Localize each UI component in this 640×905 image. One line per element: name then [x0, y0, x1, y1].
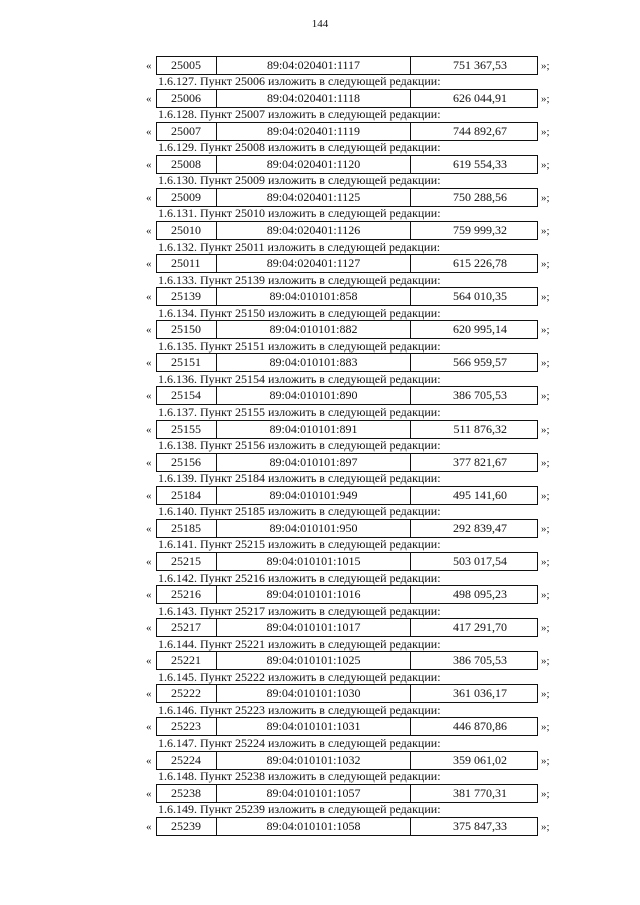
- row-table: [156, 386, 538, 405]
- close-quote: »;: [541, 258, 550, 270]
- cell-cadastral: 89:04:010101:1032: [217, 752, 411, 769]
- open-quote: «: [146, 622, 152, 635]
- cell-cadastral: 89:04:010101:1030: [217, 685, 411, 702]
- table-row: [0, 751, 640, 770]
- cell-cadastral: 89:04:020401:1127: [217, 255, 411, 272]
- cell-cadastral: 89:04:020401:1119: [217, 123, 411, 140]
- open-quote: «: [146, 787, 152, 800]
- amendment-heading: 1.6.149. Пункт 25239 изложить в следующей редакции:: [158, 802, 441, 817]
- cell-id: 25216: [157, 586, 217, 603]
- row-table: [156, 320, 538, 339]
- cell-value: 503 017,54: [453, 553, 507, 568]
- cell-value: 359 061,02: [453, 752, 507, 767]
- cell-id: 25238: [157, 785, 217, 802]
- open-quote: «: [146, 655, 152, 668]
- close-quote: »;: [541, 191, 550, 204]
- amendment-heading: 1.6.132. Пункт 25011 изложить в следующей редакции:: [158, 239, 441, 254]
- table-row: [0, 420, 640, 439]
- close-quote: »;: [541, 787, 550, 800]
- cell-id: 25006: [157, 90, 217, 107]
- open-quote: «: [146, 820, 152, 833]
- cell-id: 25008: [157, 156, 217, 173]
- cell-id: 25156: [157, 454, 217, 471]
- cell-id: 25184: [157, 487, 217, 504]
- cell-id: 25239: [157, 818, 217, 835]
- cell-id: 25223: [157, 718, 217, 735]
- close-quote: »;: [541, 158, 550, 171]
- cell-value: 292 839,47: [453, 520, 507, 535]
- close-quote: »;: [541, 555, 550, 568]
- row-table: [156, 353, 538, 372]
- open-quote: «: [146, 258, 152, 270]
- cell-value: 417 291,70: [453, 620, 507, 635]
- cell-id: 25010: [157, 222, 217, 239]
- cell-cadastral: 89:04:020401:1117: [217, 57, 411, 74]
- row-table: [156, 552, 538, 571]
- amendment-heading: 1.6.141. Пункт 25215 изложить в следующей редакции:: [158, 537, 441, 552]
- amendment-heading: 1.6.143. Пункт 25217 изложить в следующей редакции:: [158, 603, 441, 618]
- row-table: [156, 453, 538, 472]
- open-quote: «: [146, 158, 152, 171]
- cell-value: 446 870,86: [453, 719, 507, 734]
- cell-cadastral: 89:04:010101:1016: [217, 586, 411, 603]
- cell-value: 751 367,53: [453, 58, 507, 72]
- close-quote: »;: [541, 357, 550, 370]
- row-table: [156, 684, 538, 703]
- cell-cadastral: 89:04:020401:1118: [217, 90, 411, 107]
- row-table: [156, 751, 538, 770]
- close-quote: »;: [541, 324, 550, 337]
- table-row: [0, 56, 640, 75]
- cell-value: 564 010,35: [453, 289, 507, 304]
- open-quote: «: [146, 191, 152, 204]
- table-row: [0, 122, 640, 141]
- cell-cadastral: 89:04:010101:897: [217, 454, 411, 471]
- close-quote: »;: [541, 291, 550, 304]
- row-table: [156, 254, 538, 273]
- amendment-heading: 1.6.140. Пункт 25185 изложить в следующей редакции:: [158, 504, 441, 519]
- table-row: [0, 684, 640, 703]
- row-table: [156, 585, 538, 604]
- amendment-heading: 1.6.147. Пункт 25224 изложить в следующей редакции:: [158, 736, 441, 750]
- amendment-heading: 1.6.134. Пункт 25150 изложить в следующей редакции:: [158, 305, 441, 320]
- cell-cadastral: 89:04:010101:1017: [217, 619, 411, 636]
- close-quote: »;: [541, 721, 550, 734]
- cell-value: 361 036,17: [453, 686, 507, 701]
- close-quote: »;: [541, 522, 550, 535]
- table-row: [0, 618, 640, 637]
- row-table: [156, 155, 538, 174]
- cell-value: 495 141,60: [453, 487, 507, 502]
- row-table: [156, 287, 538, 306]
- cell-value: 386 705,53: [453, 388, 507, 403]
- open-quote: «: [146, 224, 152, 237]
- cell-cadastral: 89:04:010101:858: [217, 288, 411, 305]
- table-row: [0, 188, 640, 207]
- table-row: [0, 486, 640, 505]
- cell-cadastral: 89:04:010101:950: [217, 520, 411, 537]
- amendment-heading: 1.6.137. Пункт 25155 изложить в следующей редакции:: [158, 405, 441, 419]
- cell-cadastral: 89:04:010101:882: [217, 321, 411, 338]
- cell-value: 615 226,78: [453, 256, 507, 270]
- cell-id: 25151: [157, 354, 217, 371]
- close-quote: »;: [541, 655, 550, 668]
- close-quote: »;: [541, 589, 550, 601]
- row-table: [156, 486, 538, 505]
- open-quote: «: [146, 754, 152, 767]
- cell-value: 566 959,57: [453, 355, 507, 370]
- row-table: [156, 784, 538, 803]
- row-table: [156, 188, 538, 207]
- amendment-heading: 1.6.130. Пункт 25009 изложить в следующей редакции:: [158, 173, 441, 188]
- cell-value: 498 095,23: [453, 587, 507, 601]
- cell-value: 744 892,67: [453, 123, 507, 138]
- amendment-heading: 1.6.146. Пункт 25223 изложить в следующей редакции:: [158, 702, 441, 717]
- row-table: [156, 817, 538, 836]
- cell-cadastral: 89:04:010101:891: [217, 421, 411, 438]
- cell-value: 750 288,56: [453, 189, 507, 204]
- cell-id: 25011: [157, 255, 217, 272]
- table-row: [0, 784, 640, 803]
- cell-value: 377 821,67: [453, 454, 507, 469]
- table-row: [0, 717, 640, 736]
- table-row: [0, 386, 640, 405]
- open-quote: «: [146, 688, 152, 701]
- table-row: [0, 651, 640, 670]
- amendment-heading: 1.6.142. Пункт 25216 изложить в следующей редакции:: [158, 570, 441, 585]
- cell-id: 25007: [157, 123, 217, 140]
- table-row: [0, 585, 640, 604]
- cell-id: 25221: [157, 652, 217, 669]
- cell-id: 25224: [157, 752, 217, 769]
- cell-id: 25150: [157, 321, 217, 338]
- cell-cadastral: 89:04:010101:1031: [217, 718, 411, 735]
- cell-id: 25009: [157, 189, 217, 206]
- amendment-heading: 1.6.145. Пункт 25222 изложить в следующей редакции:: [158, 669, 441, 684]
- cell-cadastral: 89:04:010101:1015: [217, 553, 411, 570]
- cell-cadastral: 89:04:010101:1058: [217, 818, 411, 835]
- close-quote: »;: [541, 224, 550, 237]
- close-quote: »;: [541, 754, 550, 767]
- table-row: [0, 221, 640, 240]
- open-quote: «: [146, 555, 152, 568]
- close-quote: »;: [541, 622, 550, 635]
- open-quote: «: [146, 589, 152, 601]
- row-table: [156, 519, 538, 538]
- page-number: 144: [311, 18, 329, 30]
- row-table: [156, 618, 538, 637]
- cell-value: 375 847,33: [453, 818, 507, 833]
- table-row: [0, 552, 640, 571]
- open-quote: «: [146, 125, 152, 138]
- table-row: [0, 353, 640, 372]
- amendment-heading: 1.6.144. Пункт 25221 изложить в следующей редакции:: [158, 636, 441, 651]
- cell-cadastral: 89:04:010101:1057: [217, 785, 411, 802]
- open-quote: «: [146, 721, 152, 734]
- amendment-heading: 1.6.127. Пункт 25006 изложить в следующей редакции:: [158, 74, 441, 88]
- cell-cadastral: 89:04:020401:1126: [217, 222, 411, 239]
- cell-value: 626 044,91: [453, 90, 507, 105]
- close-quote: »;: [541, 456, 550, 469]
- cell-id: 25222: [157, 685, 217, 702]
- cell-id: 25215: [157, 553, 217, 570]
- open-quote: «: [146, 357, 152, 370]
- open-quote: «: [146, 456, 152, 469]
- table-row: [0, 155, 640, 174]
- amendment-heading: 1.6.135. Пункт 25151 изложить в следующей редакции:: [158, 338, 441, 353]
- cell-id: 25155: [157, 421, 217, 438]
- cell-cadastral: 89:04:010101:890: [217, 387, 411, 404]
- amendment-heading: 1.6.131. Пункт 25010 изложить в следующей редакции:: [158, 206, 441, 221]
- row-table: [156, 651, 538, 670]
- cell-value: 619 554,33: [453, 156, 507, 171]
- table-row: [0, 519, 640, 538]
- open-quote: «: [146, 489, 152, 502]
- open-quote: «: [146, 92, 152, 105]
- cell-cadastral: 89:04:020401:1120: [217, 156, 411, 173]
- table-row: [0, 89, 640, 108]
- row-table: [156, 89, 538, 108]
- amendment-heading: 1.6.133. Пункт 25139 изложить в следующей редакции:: [158, 272, 441, 287]
- cell-id: 25139: [157, 288, 217, 305]
- close-quote: »;: [541, 92, 550, 105]
- close-quote: »;: [541, 423, 550, 436]
- close-quote: »;: [541, 60, 550, 72]
- cell-value: 620 995,14: [453, 322, 507, 337]
- cell-value: 511 876,32: [453, 421, 507, 436]
- cell-cadastral: 89:04:010101:1025: [217, 652, 411, 669]
- cell-value: 386 705,53: [453, 653, 507, 668]
- close-quote: »;: [541, 489, 550, 502]
- cell-cadastral: 89:04:010101:883: [217, 354, 411, 371]
- row-table: [156, 122, 538, 141]
- table-row: [0, 453, 640, 472]
- close-quote: »;: [541, 820, 550, 833]
- close-quote: »;: [541, 688, 550, 701]
- amendment-heading: 1.6.138. Пункт 25156 изложить в следующей редакции:: [158, 438, 441, 453]
- open-quote: «: [146, 291, 152, 304]
- amendment-heading: 1.6.139. Пункт 25184 изложить в следующей редакции:: [158, 471, 441, 486]
- table-row: [0, 320, 640, 339]
- open-quote: «: [146, 423, 152, 436]
- close-quote: »;: [541, 125, 550, 138]
- row-table: [156, 56, 538, 75]
- row-table: [156, 420, 538, 439]
- cell-id: 25005: [157, 57, 217, 74]
- row-table: [156, 717, 538, 736]
- amendment-heading: 1.6.128. Пункт 25007 изложить в следующей редакции:: [158, 107, 441, 122]
- open-quote: «: [146, 324, 152, 337]
- cell-id: 25217: [157, 619, 217, 636]
- table-row: [0, 817, 640, 836]
- table-row: [0, 254, 640, 273]
- amendment-heading: 1.6.148. Пункт 25238 изложить в следующей редакции:: [158, 769, 441, 784]
- cell-value: 381 770,31: [453, 785, 507, 800]
- cell-id: 25185: [157, 520, 217, 537]
- open-quote: «: [146, 522, 152, 535]
- table-row: [0, 287, 640, 306]
- cell-value: 759 999,32: [453, 222, 507, 237]
- open-quote: «: [146, 390, 152, 403]
- amendment-heading: 1.6.129. Пункт 25008 изложить в следующей редакции:: [158, 140, 441, 155]
- close-quote: »;: [541, 390, 550, 403]
- cell-id: 25154: [157, 387, 217, 404]
- amendment-heading: 1.6.136. Пункт 25154 изложить в следующей редакции:: [158, 371, 441, 386]
- cell-cadastral: 89:04:020401:1125: [217, 189, 411, 206]
- row-table: [156, 221, 538, 240]
- open-quote: «: [146, 60, 152, 72]
- cell-cadastral: 89:04:010101:949: [217, 487, 411, 504]
